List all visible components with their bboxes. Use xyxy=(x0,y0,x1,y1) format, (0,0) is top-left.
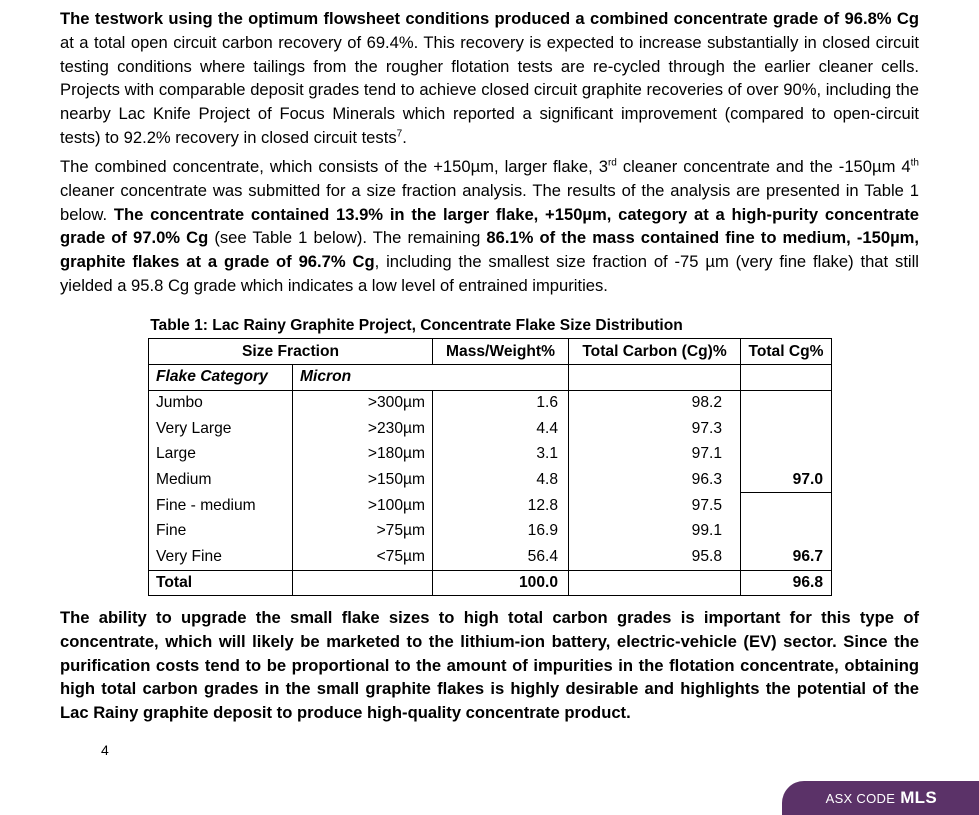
subheader-micron: Micron xyxy=(293,365,433,391)
cell-total-label: Total xyxy=(149,570,293,596)
table-header-row xyxy=(149,339,832,365)
header-size-fraction: Size Fraction xyxy=(149,339,433,365)
subheader-empty-mass xyxy=(433,365,569,391)
table-row xyxy=(149,519,832,545)
cell-mass: 3.1 xyxy=(433,442,569,468)
cell-group-total-fine: 96.7 xyxy=(741,544,832,570)
cell-carbon: 98.2 xyxy=(569,390,741,416)
cell-carbon: 96.3 xyxy=(569,467,741,493)
cell-mass: 16.9 xyxy=(433,519,569,545)
cell-total-micron-empty xyxy=(293,570,433,596)
cell-group-total-empty xyxy=(741,416,832,442)
cell-micron: >230µm xyxy=(293,416,433,442)
cell-total-carbon-empty xyxy=(569,570,741,596)
paragraph-results-end: . xyxy=(402,127,407,147)
cell-group-total-empty xyxy=(741,390,832,416)
cell-total-mass: 100.0 xyxy=(433,570,569,596)
cell-carbon: 97.1 xyxy=(569,442,741,468)
paragraph-conclusion: The ability to upgrade the small flake sizes to high total carbon grades is important for this type of concentrate, which will likely be marketed to the lithium-ion battery, electric-vehicle (EV) sector. Since the purification costs tend to be proportional to the amount of impurities in the flotation concentrate, obtaining high total carbon grades in the small graphite flakes is highly desirable and highlights the potential of the Lac Rainy graphite deposit to produce high-quality concentrate product. xyxy=(60,608,919,723)
cell-category: Very Fine xyxy=(149,544,293,570)
p2-text-2: cleaner concentrate and the -150µm 4 xyxy=(616,157,911,176)
subheader-flake-category: Flake Category xyxy=(149,365,293,391)
paragraph-results-text: at a total open circuit carbon recovery of 69.4%. This recovery is expected to increase substantially in closed circuit testing conditions where tailings from the rougher flotation tests are re-cycled through the earlier cleaner cells. Projects with comparable deposit grades tend to achieve closed circuit graphite recoveries of over 90%, including the nearby Lac Knife Project of Focus Minerals which reported a significant improvement (compared to open-circuit tests) to 92.2% recovery in closed circuit tests xyxy=(60,32,919,147)
cell-micron: >150µm xyxy=(293,467,433,493)
p2-sup-2: th xyxy=(910,157,919,169)
flake-size-table xyxy=(148,338,832,596)
page-number: 4 xyxy=(101,742,109,758)
header-total-carbon: Total Carbon (Cg)% xyxy=(569,339,741,365)
subheader-empty-cg xyxy=(741,365,832,391)
header-total-cg: Total Cg% xyxy=(741,339,832,365)
subheader-empty-carbon xyxy=(569,365,741,391)
cell-mass: 4.8 xyxy=(433,467,569,493)
table-row xyxy=(149,493,832,519)
table-subheader-row xyxy=(149,365,832,391)
cell-group-total-empty xyxy=(741,493,832,519)
p2-text-5: , including the smallest size fraction of -75 µm (very fine flake) that still yielded a 95.8 Cg grade which indicates a low level of entrained impurities. xyxy=(60,252,919,295)
cell-category: Fine xyxy=(149,519,293,545)
table-row xyxy=(149,416,832,442)
footnote-ref: 7 xyxy=(396,128,403,140)
cell-group-total-empty xyxy=(741,442,832,468)
cell-micron: <75µm xyxy=(293,544,433,570)
cell-micron: >100µm xyxy=(293,493,433,519)
p2-bold-1: The concentrate contained 13.9% in the larger flake, +150µm, category at a high-purity concentrate grade of 97.0% Cg xyxy=(60,204,919,248)
table-row xyxy=(149,467,832,493)
p2-sup-1: rd xyxy=(607,157,617,169)
cell-mass: 56.4 xyxy=(433,544,569,570)
table-caption xyxy=(148,316,831,336)
cell-carbon: 97.3 xyxy=(569,416,741,442)
cell-category: Jumbo xyxy=(149,390,293,416)
cell-carbon: 95.8 xyxy=(569,544,741,570)
p2-bold-2: 86.1% of the mass contained fine to medium, -150µm, graphite flakes at a grade of 96.7% Cg xyxy=(60,228,919,272)
cell-total-cg: 96.8 xyxy=(741,570,832,596)
cell-category: Fine - medium xyxy=(149,493,293,519)
cell-micron: >180µm xyxy=(293,442,433,468)
p2-text-3: cleaner concentrate was submitted for a size fraction analysis. The results of the analysis are presented in Table 1 below. xyxy=(60,180,919,224)
p2-text-4: (see Table 1 below). The remaining xyxy=(208,228,487,248)
table-total-row xyxy=(149,570,832,596)
p2-text-1: The combined concentrate, which consists of the +150µm, larger flake, 3 xyxy=(60,157,608,176)
asx-code-label: ASX CODE xyxy=(825,790,896,806)
table-row xyxy=(149,442,832,468)
cell-mass: 1.6 xyxy=(433,390,569,416)
cell-category: Very Large xyxy=(149,416,293,442)
cell-carbon: 97.5 xyxy=(569,493,741,519)
table-row xyxy=(149,544,832,570)
asx-code-value: MLS xyxy=(900,788,937,807)
cell-mass: 4.4 xyxy=(433,416,569,442)
cell-group-total-empty xyxy=(741,519,832,545)
header-mass: Mass/Weight% xyxy=(433,339,569,365)
cell-carbon: 99.1 xyxy=(569,519,741,545)
paragraph-results xyxy=(60,7,919,150)
cell-category: Large xyxy=(149,442,293,468)
paragraph-size-fraction xyxy=(60,155,919,298)
cell-category: Medium xyxy=(149,467,293,493)
cell-micron: >75µm xyxy=(293,519,433,545)
cell-micron: >300µm xyxy=(293,390,433,416)
asx-code-badge xyxy=(782,781,979,815)
table-row xyxy=(149,390,832,416)
cell-mass: 12.8 xyxy=(433,493,569,519)
cell-group-total-coarse: 97.0 xyxy=(741,467,832,493)
paragraph-results-lead: The testwork using the optimum flowsheet conditions produced a combined concentrate grade of 96.8% Cg xyxy=(60,9,919,28)
table-caption-text: Table 1: Lac Rainy Graphite Project, Concentrate Flake Size Distribution xyxy=(150,317,683,334)
